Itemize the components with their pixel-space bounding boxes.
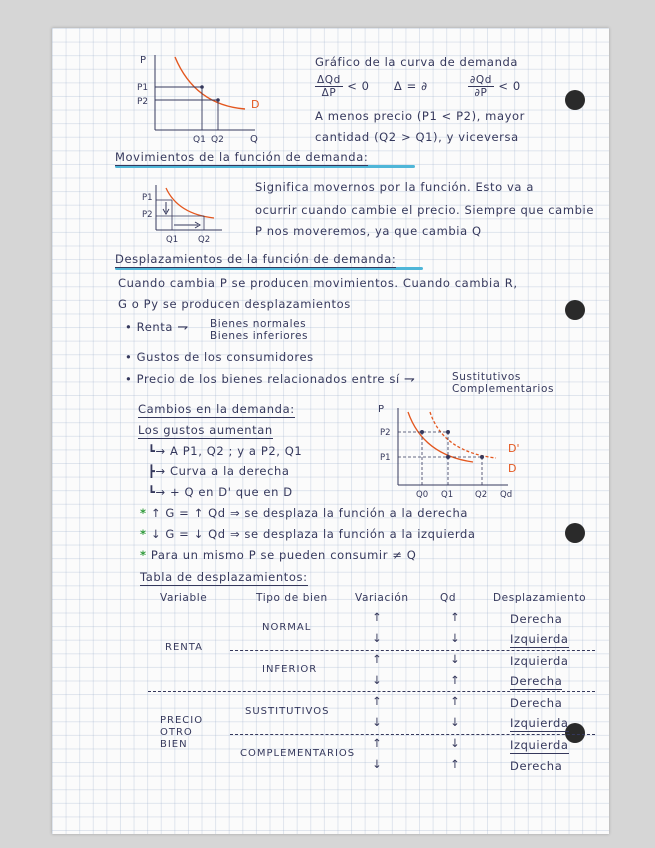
demand-curve-graph bbox=[135, 45, 265, 145]
bullet-precio: • Precio de los bienes relacionados entre sí ⇁ bbox=[125, 372, 416, 387]
graph1-p-axis: P bbox=[140, 55, 147, 66]
table-header-desplazamiento: Desplazamiento bbox=[493, 592, 587, 604]
row-1-desp: Izquierda bbox=[510, 632, 569, 646]
row-0-var: ↑ bbox=[372, 610, 383, 624]
table-header-variable: Variable bbox=[160, 592, 208, 604]
row-1-var: ↓ bbox=[372, 631, 383, 645]
star-icon: * bbox=[140, 527, 147, 541]
shift-q2: Q2 bbox=[475, 490, 488, 500]
formula1-rel: < 0 bbox=[347, 79, 370, 93]
table-header-tipo: Tipo de bien bbox=[256, 592, 328, 604]
row-3-var: ↓ bbox=[372, 673, 383, 687]
section2-intro1: Cuando cambia P se producen movimientos. Cuando cambia R, bbox=[118, 276, 518, 290]
section1-line3: P nos moveremos, ya que cambia Q bbox=[255, 224, 482, 238]
section1-heading: Movimientos de la función de demanda: bbox=[115, 150, 369, 164]
cambios-line1: Los gustos aumentan bbox=[138, 423, 273, 437]
row-6-desp: Izquierda bbox=[510, 738, 569, 752]
row-5-var: ↓ bbox=[372, 715, 383, 729]
graph1-formulas bbox=[315, 74, 521, 99]
movement-graph bbox=[142, 180, 232, 250]
row-6-qd: ↓ bbox=[450, 736, 461, 750]
row-7-var: ↓ bbox=[372, 757, 383, 771]
graph1-title: Gráfico de la curva de demanda bbox=[315, 55, 519, 69]
row-4-var: ↑ bbox=[372, 694, 383, 708]
row-5-qd: ↓ bbox=[450, 715, 461, 729]
star-line-2 bbox=[140, 527, 476, 541]
row-3-desp: Derecha bbox=[510, 674, 563, 688]
formula1-num: ΔQd bbox=[317, 74, 341, 86]
formula3-den: ∂P bbox=[474, 87, 488, 99]
table-divider bbox=[230, 734, 595, 735]
shift-p-axis: P bbox=[378, 404, 385, 415]
shift-p2: P2 bbox=[380, 428, 391, 438]
graph1-p1: P1 bbox=[137, 83, 149, 93]
movement-q2: Q2 bbox=[198, 235, 211, 245]
movement-p1: P1 bbox=[142, 193, 153, 203]
shift-d: D bbox=[508, 462, 517, 475]
table-precio-2: OTRO bbox=[160, 727, 193, 738]
star-line-1-text: ↑ G = ↑ Qd ⇒ se desplaza la función a la derecha bbox=[150, 506, 469, 520]
row-4-desp: Derecha bbox=[510, 696, 563, 710]
cambios-heading: Cambios en la demanda: bbox=[138, 402, 295, 416]
movement-q1: Q1 bbox=[166, 235, 179, 245]
shift-qd: Qd bbox=[500, 490, 513, 500]
shift-graph bbox=[378, 400, 528, 500]
graph1-q2: Q2 bbox=[211, 135, 224, 145]
graph1-line2: cantidad (Q2 > Q1), y viceversa bbox=[315, 130, 519, 144]
bullet-precio-b: Complementarios bbox=[452, 383, 555, 395]
table-precio-3: BIEN bbox=[160, 739, 188, 750]
bullet-renta-label: Renta bbox=[136, 320, 174, 334]
table-header-qd: Qd bbox=[440, 592, 457, 604]
binder-hole bbox=[565, 523, 585, 543]
formula3-num: ∂Qd bbox=[469, 74, 493, 86]
graph1-q1: Q1 bbox=[193, 135, 206, 145]
formula2: Δ = ∂ bbox=[393, 79, 428, 93]
star-line-3 bbox=[140, 548, 416, 562]
shift-p1: P1 bbox=[380, 453, 391, 463]
shift-q1: Q1 bbox=[441, 490, 454, 500]
binder-hole bbox=[565, 90, 585, 110]
star-icon: * bbox=[140, 506, 147, 520]
row-6-var: ↑ bbox=[372, 736, 383, 750]
row-5-desp: Izquierda bbox=[510, 716, 569, 730]
table-normal: NORMAL bbox=[262, 622, 312, 633]
graph1-p2: P2 bbox=[137, 97, 149, 107]
table-divider bbox=[148, 691, 595, 692]
row-0-desp: Derecha bbox=[510, 612, 563, 626]
formula1-den: ΔP bbox=[321, 87, 337, 99]
bullet-gustos: • Gustos de los consumidores bbox=[125, 350, 314, 364]
bullet-renta-a: Bienes normales bbox=[210, 318, 307, 330]
row-2-var: ↑ bbox=[372, 652, 383, 666]
shift-d-prime: D' bbox=[508, 442, 520, 455]
table-sustitutivos: SUSTITUTIVOS bbox=[245, 706, 330, 717]
binder-hole bbox=[565, 300, 585, 320]
star-line-1 bbox=[140, 506, 468, 520]
row-0-qd: ↑ bbox=[450, 610, 461, 624]
bullet-precio-label: Precio de los bienes relacionados entre sí bbox=[136, 372, 400, 386]
table-inferior: INFERIOR bbox=[262, 664, 318, 675]
shift-q0: Q0 bbox=[416, 490, 429, 500]
graph1-curve-label: D bbox=[251, 98, 260, 111]
bullet-precio-a: Sustitutivos bbox=[452, 371, 521, 383]
table-complementarios: COMPLEMENTARIOS bbox=[240, 748, 356, 759]
graph1-line1: A menos precio (P1 < P2), mayor bbox=[315, 109, 525, 123]
row-7-desp: Derecha bbox=[510, 759, 563, 773]
row-7-qd: ↑ bbox=[450, 757, 461, 771]
cambios-sub1: ┗→ A P1, Q2 ; y a P2, Q1 bbox=[148, 444, 303, 458]
cambios-sub1-text: A P1, Q2 ; y a P2, Q1 bbox=[170, 444, 303, 458]
cambios-sub3-text: + Q en D' que en D bbox=[170, 485, 293, 499]
table-renta: RENTA bbox=[165, 642, 203, 653]
cambios-sub2: ┣→ Curva a la derecha bbox=[148, 464, 290, 478]
star-line-3-text: Para un mismo P se pueden consumir ≠ Q bbox=[150, 548, 417, 562]
cambios-sub2-text: Curva a la derecha bbox=[170, 464, 290, 478]
row-1-qd: ↓ bbox=[450, 631, 461, 645]
row-2-qd: ↓ bbox=[450, 652, 461, 666]
table-heading: Tabla de desplazamientos: bbox=[140, 570, 308, 584]
row-3-qd: ↑ bbox=[450, 673, 461, 687]
star-line-2-text: ↓ G = ↓ Qd ⇒ se desplaza la función a la izquierda bbox=[150, 527, 476, 541]
table-divider bbox=[230, 650, 595, 651]
cambios-sub3: ┗→ + Q en D' que en D bbox=[148, 485, 293, 499]
section2-intro2: G o Py se producen desplazamientos bbox=[118, 297, 351, 311]
graph1-q-axis: Q bbox=[250, 134, 258, 145]
section2-heading: Desplazamientos de la función de demanda: bbox=[115, 252, 397, 266]
row-2-desp: Izquierda bbox=[510, 654, 569, 668]
star-icon: * bbox=[140, 548, 147, 562]
row-4-qd: ↑ bbox=[450, 694, 461, 708]
table-precio-1: PRECIO bbox=[160, 715, 204, 726]
bullet-gustos-label: Gustos de los consumidores bbox=[136, 350, 314, 364]
bullet-renta-b: Bienes inferiores bbox=[210, 330, 309, 342]
bullet-renta: • Renta ⇁ bbox=[125, 320, 189, 335]
table-header-variacion: Variación bbox=[355, 592, 409, 604]
movement-p2: P2 bbox=[142, 210, 153, 220]
section1-line2: ocurrir cuando cambie el precio. Siempre que cambie bbox=[255, 203, 594, 217]
formula3-rel: < 0 bbox=[498, 79, 521, 93]
section1-line1: Significa movernos por la función. Esto va a bbox=[255, 180, 534, 194]
